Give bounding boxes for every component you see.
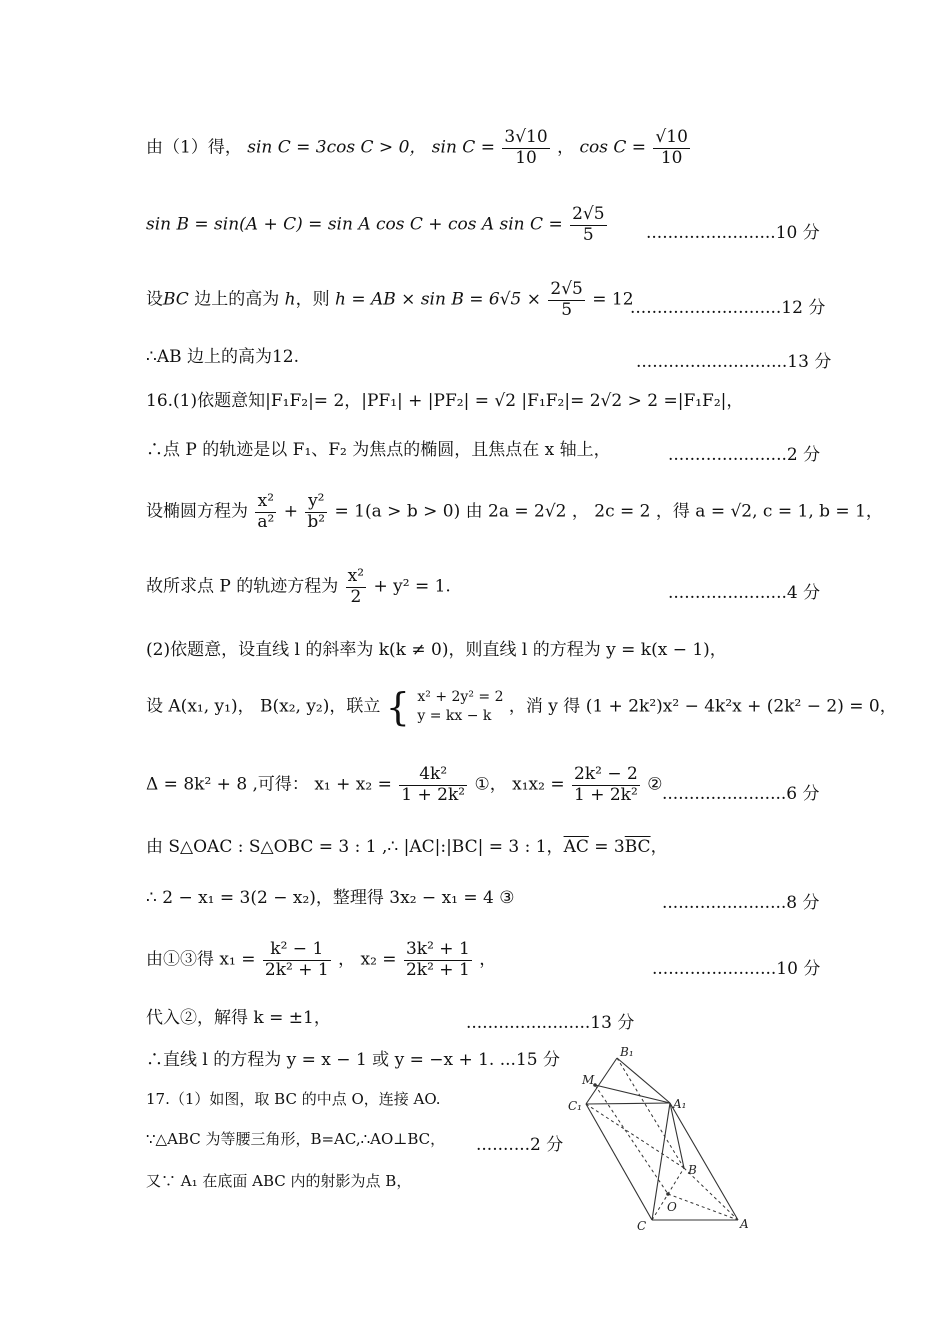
sol15-line2 [146,205,609,245]
text: ， [650,837,668,857]
text: + y² = 1. [373,576,451,597]
fraction-numerator: y² [305,492,327,513]
points-marker: ......................4 分 [668,583,821,603]
system-eq1: x² + 2y² = 2 [417,689,504,706]
fraction-numerator: 4k² [399,765,467,786]
sol15-line3 [146,280,634,320]
fraction-denominator: 10 [515,147,537,168]
text: 设 [146,289,163,310]
sol15-line4: ∴AB 边上的高为12. [146,347,300,367]
prism-figure [560,1040,780,1240]
fraction-denominator: 2 [350,586,362,607]
edge-b1-b [617,1058,687,1168]
sol16-line11: 代入②，解得 k = ±1， [146,1008,331,1028]
fraction [502,128,549,168]
brace: { [385,685,410,729]
sol15-line1 [146,128,692,168]
label-c1: C₁ [568,1099,582,1113]
equation: sin B = sin(A + C) = sin A cos C + cos A sin C = [146,214,563,235]
equation: h = AB × sin B = 6√5 × [335,289,541,310]
text: = 3 [588,837,625,857]
sol16-line9: ∴ 2 − x₁ = 3(2 − x₂)，整理得 3x₂ − x₁ = 4 ③ [146,888,515,908]
text: ， x₂ = [338,949,397,970]
edge-a1-b [670,1103,684,1168]
text: 由 S△OAC : S△OBC = 3 : 1 ,∴ |AC|:|BC| = 3 : 1， [146,837,564,857]
var: h [284,289,296,310]
fraction-denominator: 5 [561,299,573,320]
fraction-denominator: 10 [660,147,683,168]
fraction [255,492,276,532]
points-marker: .......................8 分 [662,893,820,913]
fraction-numerator: k² − 1 [263,940,331,961]
fraction-denominator: a² [257,511,275,532]
sol16-line2: ∴点 P 的轨迹是以 F₁、F₂ 为焦点的椭圆，且焦点在 x 轴上， [146,440,611,460]
label-b: B [688,1163,697,1177]
fraction [399,765,467,805]
text: 设椭圆方程为 [146,501,248,522]
fraction-denominator: 2k² + 1 [405,959,470,980]
fraction-numerator: √10 [655,127,688,147]
label-b1: B₁ [620,1045,634,1059]
sol16-line7 [146,765,662,805]
vector: $\overline{AC}$ [563,837,589,857]
var: BC [163,289,189,310]
fraction-numerator: 3√10 [504,127,548,147]
points-marker: ............................13 分 [636,352,832,372]
fraction-numerator: 3k² + 1 [405,939,470,959]
fraction [346,567,366,607]
points-marker: .......................13 分 [466,1013,635,1033]
point-o [666,1192,670,1196]
sol17-line2: ∵△ABC 为等腰三角形，B=AC,∴AO⊥BC， [146,1130,446,1148]
sol16-line6 [146,685,897,729]
text-prefix: 由（1）得， [146,137,242,158]
fraction-numerator: 2√5 [572,204,605,224]
edge-o-a [668,1194,738,1220]
points-marker: ......................2 分 [668,445,821,465]
text: 由①③得 x₁ = [146,949,256,970]
fraction-denominator: 1 + 2k² [401,784,466,805]
sol16-line8 [146,837,668,857]
sol16-line4 [146,567,451,607]
fraction [653,128,689,168]
fraction-numerator: x² [255,492,276,513]
points-marker: ............................12 分 [630,298,826,318]
text: 设 A(x₁, y₁)， B(x₂, y₂)，联立 [146,696,381,717]
text: Δ = 8k² + 8 ,可得： x₁ + x₂ = [146,774,392,795]
equation: sin C = 3cos C > 0， [247,137,427,158]
equation-lhs: cos C = [579,137,647,158]
text: = 1(a > b > 0) 由 2a = 2√2 ， 2c = 2 ，得 a = √2, c = 1, b = 1， [334,501,883,522]
points-marker: .......................10 分 [652,959,821,979]
text: ①， x₁x₂ = [474,774,565,795]
fraction [305,492,327,532]
text: 故所求点 P 的轨迹方程为 [146,576,339,597]
sol17-line1: 17.（1）如图，取 BC 的中点 O，连接 AO. [146,1090,441,1108]
equation-lhs: sin C = [431,137,495,158]
text: ，则 [295,289,335,310]
operator: + [283,501,299,522]
label-o: O [667,1200,677,1214]
text: ， [479,949,497,970]
text: ，消 y 得 (1 + 2k²)x² − 4k²x + (2k² − 2) = 0， [508,696,897,717]
fraction [263,940,331,980]
system-eq2: y = kx − k [417,708,492,724]
edge-c1-a1 [586,1103,670,1104]
fraction [570,205,606,245]
fraction-numerator: 2k² − 2 [574,764,638,784]
text: 边上的高为 [188,289,285,310]
fraction-numerator: x² [347,566,365,586]
fraction-numerator: 2√5 [550,279,583,299]
points-marker: .......................6 分 [662,784,820,804]
fraction [572,765,640,805]
edge-c1-b [586,1104,684,1168]
sol16-line10 [146,940,496,980]
label-a1: A₁ [673,1097,687,1111]
comma: ， [557,137,575,158]
sol17-line3: 又∵ A₁ 在底面 ABC 内的射影为点 B， [146,1172,412,1190]
sol16-line5: (2)依题意，设直线 l 的斜率为 k(k ≠ 0)，则直线 l 的方程为 y = k(x − 1)， [146,640,727,660]
sol16-line1: 16.(1)依题意知|F₁F₂|= 2，|PF₁| + |PF₂| = √2 |F₁F₂|= 2√2 > 2 =|F₁F₂|， [146,391,744,411]
fraction-denominator: 1 + 2k² [574,784,638,805]
sol16-line3 [146,492,883,532]
equation-system [417,688,503,726]
points-marker: ..........2 分 [476,1135,564,1155]
fraction-denominator: b² [307,511,326,532]
circled-number: ② [647,774,663,795]
fraction-denominator: 2k² + 1 [264,959,329,980]
sol16-line12: ∴直线 l 的方程为 y = x − 1 或 y = −x + 1. ...15 分 [146,1050,560,1070]
label-m: M [582,1073,595,1087]
fraction [404,940,472,980]
vector: $\overline{BC}$ [624,837,651,857]
fraction-denominator: 5 [582,224,594,245]
label-a: A [740,1217,749,1231]
label-c: C [637,1219,647,1233]
result: = 12 [592,289,634,310]
points-marker: ........................10 分 [646,223,820,243]
fraction [548,280,584,320]
